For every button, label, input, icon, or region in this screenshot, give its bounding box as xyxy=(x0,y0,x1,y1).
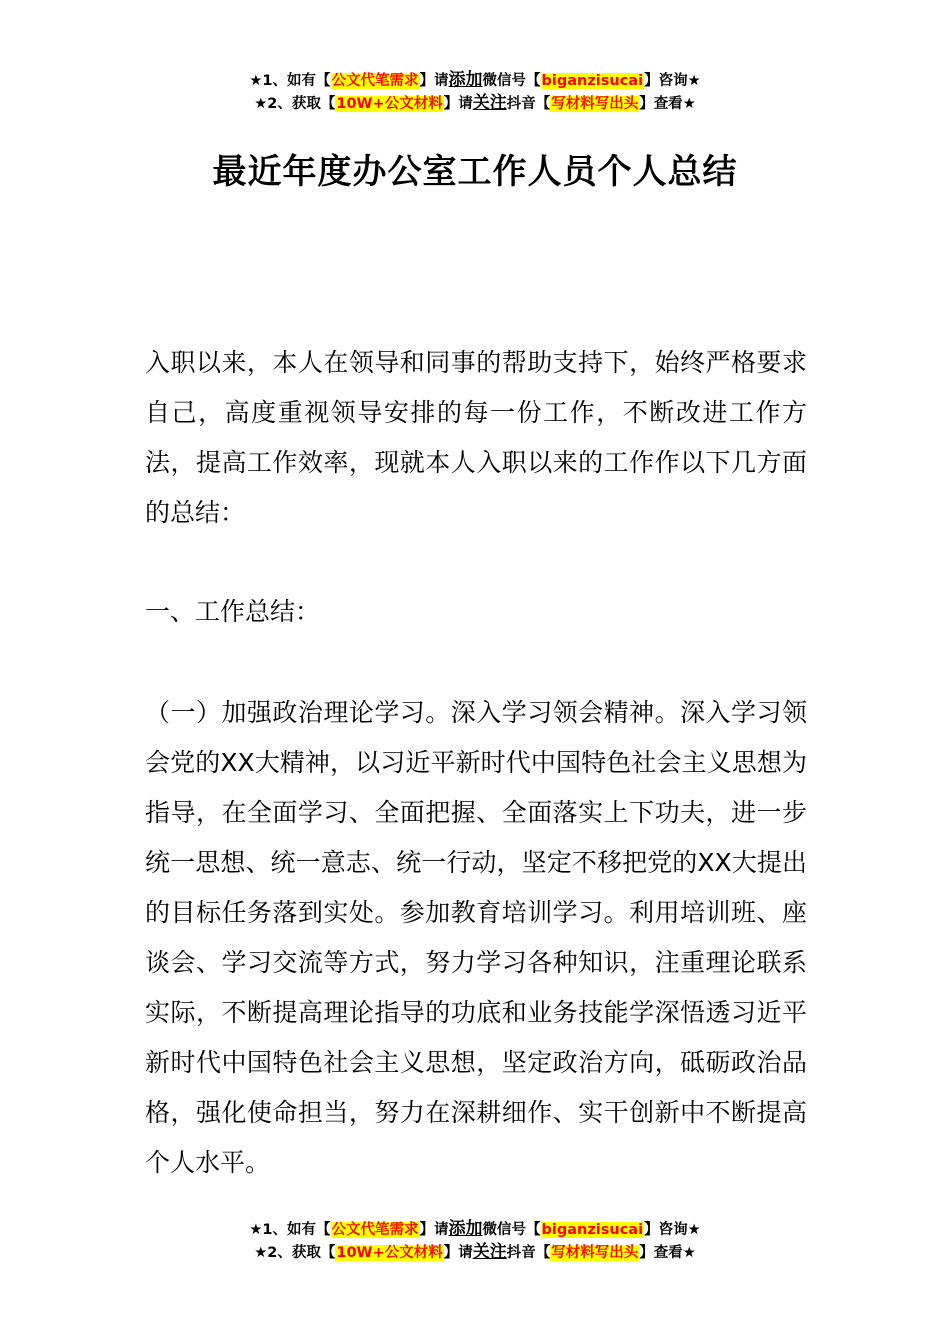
promo-text: 微信号【 xyxy=(482,1222,541,1238)
promo-text: 】请 xyxy=(419,73,449,89)
section-heading: 一、工作总结： xyxy=(145,597,321,626)
promo-text: 】查看★ xyxy=(639,1245,696,1261)
promo-header xyxy=(0,69,950,115)
promo-text: ★2、获取【 xyxy=(254,1245,336,1261)
promo-highlight: 公文代笔需求 xyxy=(331,73,419,89)
promo-emphasis: 关注 xyxy=(472,93,507,113)
promo-emphasis: 添加 xyxy=(448,70,483,90)
promo-line-1 xyxy=(0,1218,950,1241)
document-title: 最近年度办公室工作人员个人总结 xyxy=(212,152,738,192)
promo-text: 】请 xyxy=(419,1222,449,1238)
intro-paragraph: 入职以来，本人在领导和同事的帮助支持下，始终严格要求自己，高度重视领导安排的每一份工作，不断改进工作方法，提高工作效率，现就本人入职以来的工作作以下几方面的总结： xyxy=(145,348,807,527)
promo-highlight: 10W+公文材料 xyxy=(336,1245,443,1261)
promo-line-1 xyxy=(0,69,950,92)
promo-text: 】请 xyxy=(443,1245,473,1261)
promo-emphasis: 关注 xyxy=(472,1242,507,1262)
promo-text: 】咨询★ xyxy=(644,73,701,89)
promo-highlight: 公文代笔需求 xyxy=(331,1222,419,1238)
promo-text: ★2、获取【 xyxy=(254,96,336,112)
promo-highlight: biganzisucai xyxy=(541,1222,644,1238)
promo-highlight: biganzisucai xyxy=(541,73,644,89)
promo-highlight: 写材料写出头 xyxy=(551,96,639,112)
promo-text: 】查看★ xyxy=(639,96,696,112)
promo-footer xyxy=(0,1218,950,1264)
promo-line-2 xyxy=(0,92,950,115)
promo-text: 微信号【 xyxy=(482,73,541,89)
promo-text: 】咨询★ xyxy=(644,1222,701,1238)
promo-line-2 xyxy=(0,1241,950,1264)
promo-highlight: 写材料写出头 xyxy=(551,1245,639,1261)
promo-highlight: 10W+公文材料 xyxy=(336,96,443,112)
promo-text: 抖音【 xyxy=(506,96,551,112)
section-paragraph: （一）加强政治理论学习。深入学习领会精神。深入学习领会党的XX大精神，以习近平新时代中国特色社会主义思想为指导，在全面学习、全面把握、全面落实上下功夫，进一步统一思想、统一意志、统一行动，坚定不移把党的XX大提出的目标任务落到实处。参加教育培训学习。利用培训班、座谈会、学习交流等方式，努力学习各种知识，注重理论联系实际，不断提高理论指导的功底和业务技能学深悟透习近平新时代中国特色社会主义思想，坚定政治方向，砥砺政治品格，强化使命担当，努力在深耕细作、实干创新中不断提高个人水平。 xyxy=(145,698,807,1177)
promo-text: ★1、如有【 xyxy=(249,1222,331,1238)
promo-text: 抖音【 xyxy=(506,1245,551,1261)
promo-text: ★1、如有【 xyxy=(249,73,331,89)
promo-text: 】请 xyxy=(443,96,473,112)
promo-emphasis: 添加 xyxy=(448,1219,483,1239)
